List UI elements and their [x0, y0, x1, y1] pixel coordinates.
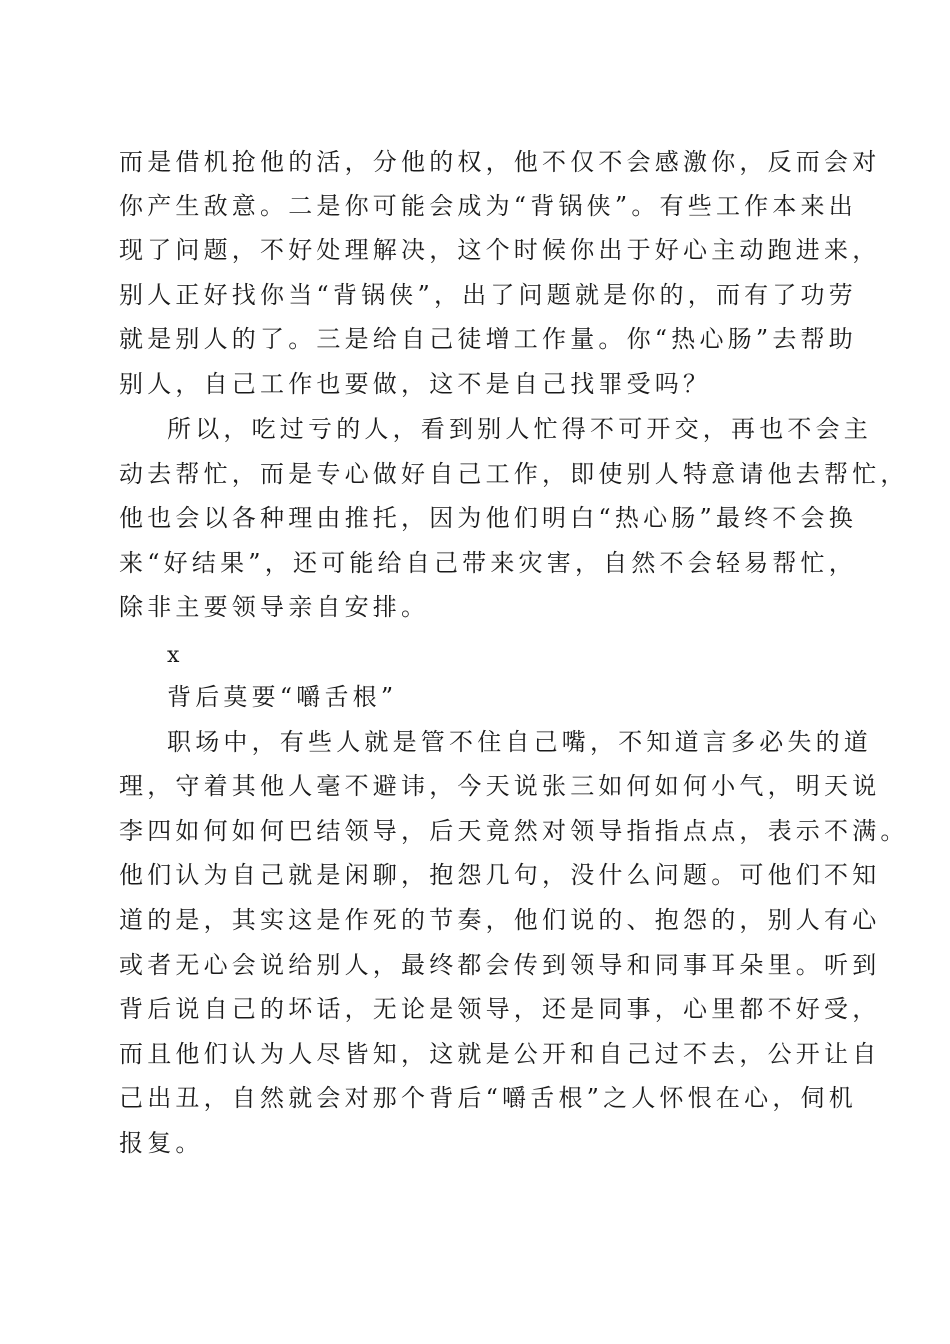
paragraph-line: 别人正好找你当“背锅侠”，出了问题就是你的，而有了功劳 — [119, 281, 857, 309]
paragraph-line: 别人，自己工作也要做，这不是自己找罪受吗？ — [119, 370, 712, 398]
section-marker: x — [167, 643, 180, 668]
paragraph-line: 理，守着其他人毫不避讳，今天说张三如何如何小气，明天说 — [119, 772, 881, 800]
section-heading: 背后莫要“嚼舌根” — [167, 683, 398, 711]
paragraph-line: 道的是，其实这是作死的节奏，他们说的、抱怨的，别人有心 — [119, 906, 881, 934]
paragraph-line: 就是别人的了。三是给自己徒增工作量。你“热心肠”去帮助 — [119, 325, 857, 353]
paragraph-line: 己出丑，自然就会对那个背后“嚼舌根”之人怀恨在心，伺机 — [119, 1084, 857, 1112]
paragraph-line: 除非主要领导亲自安排。 — [119, 593, 430, 621]
paragraph-line: 背后说自己的坏话，无论是领导，还是同事，心里都不好受， — [119, 995, 881, 1023]
paragraph-line: 职场中，有些人就是管不住自己嘴，不知道言多必失的道 — [167, 728, 872, 756]
paragraph-line: 现了问题，不好处理解决，这个时候你出于好心主动跑进来， — [119, 236, 881, 264]
paragraph-line: 或者无心会说给别人，最终都会传到领导和同事耳朵里。听到 — [119, 951, 881, 979]
paragraph-line: 报复。 — [119, 1129, 204, 1157]
paragraph-line: 而是借机抢他的活，分他的权，他不仅不会感激你，反而会对 — [119, 148, 881, 176]
paragraph-line: 他也会以各种理由推托，因为他们明白“热心肠”最终不会换 — [119, 504, 857, 532]
paragraph-line: 你产生敌意。二是你可能会成为“背锅侠”。有些工作本来出 — [119, 192, 857, 220]
paragraph-line: 而且他们认为人尽皆知，这就是公开和自己过不去，公开让自 — [119, 1040, 881, 1068]
paragraph-line: 他们认为自己就是闲聊，抱怨几句，没什么问题。可他们不知 — [119, 861, 881, 889]
paragraph-line: 所以，吃过亏的人，看到别人忙得不可开交，再也不会主 — [167, 415, 872, 443]
paragraph-line: 来“好结果”，还可能给自己带来灾害，自然不会轻易帮忙， — [119, 549, 857, 577]
paragraph-line: 动去帮忙，而是专心做好自己工作，即使别人特意请他去帮忙， — [119, 460, 909, 488]
paragraph-line: 李四如何如何巴结领导，后天竟然对领导指指点点，表示不满。 — [119, 817, 909, 845]
